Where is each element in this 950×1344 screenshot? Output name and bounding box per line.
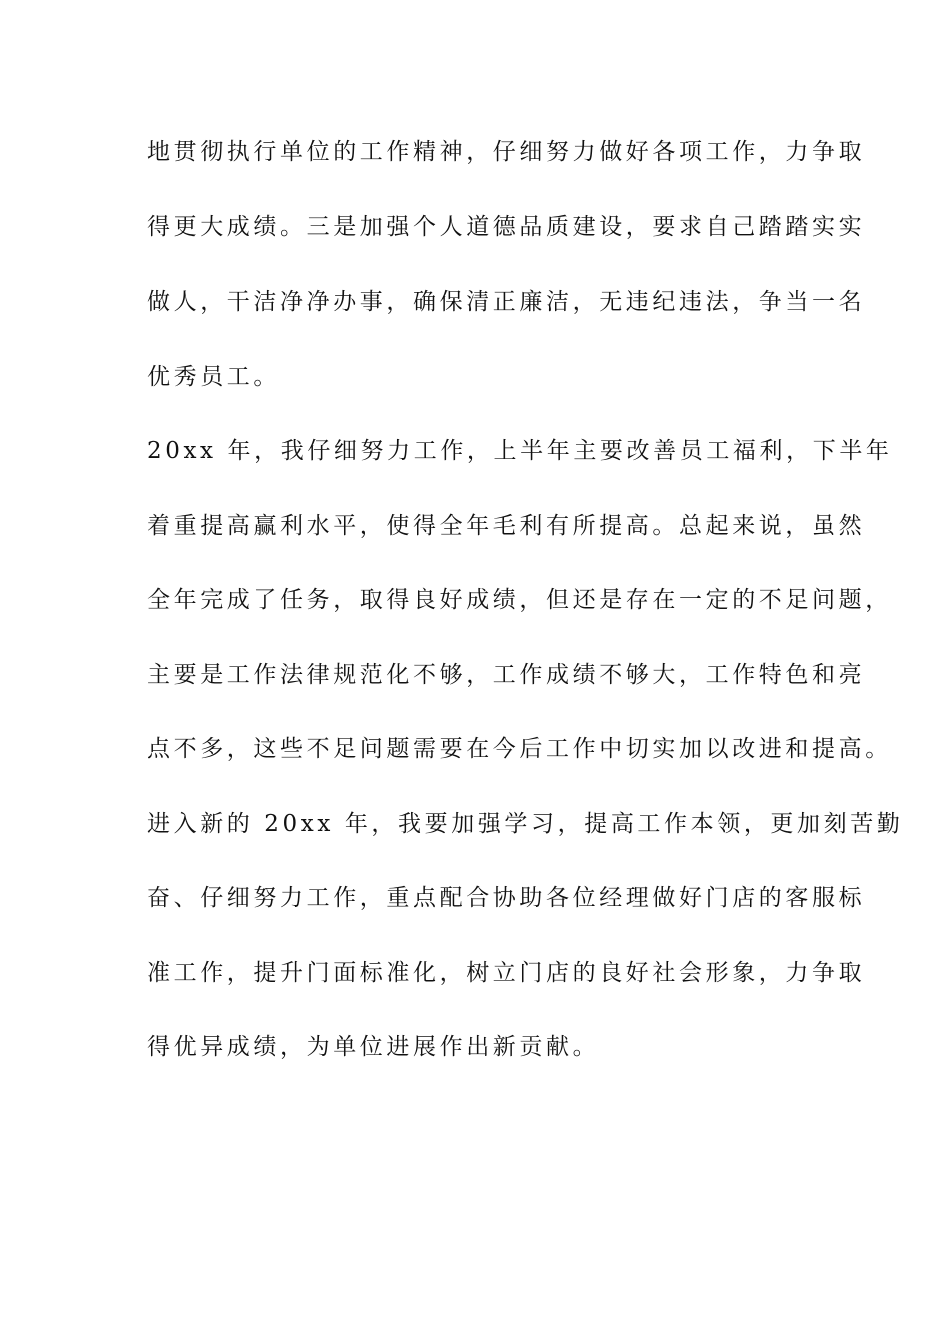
text-line: 得更大成绩。三是加强个人道德品质建设，要求自己踏踏实实 [147,214,866,240]
text-line: 优秀员工。 [147,364,280,390]
text-line: 点不多，这些不足问题需要在今后工作中切实加以改进和提高。 [147,736,892,762]
text-line: 着重提高赢利水平，使得全年毛利有所提高。总起来说，虽然 [147,513,866,539]
text-line: 做人，干洁净净办事，确保清正廉洁，无违纪违法，争当一名 [147,289,866,315]
text-line: 准工作，提升门面标准化，树立门店的良好社会形象，力争取 [147,960,866,986]
text-line: 主要是工作法律规范化不够，工作成绩不够大，工作特色和亮 [147,662,866,688]
text-line: 奋、仔细努力工作，重点配合协助各位经理做好门店的客服标 [147,885,866,911]
text-line: 得优异成绩，为单位进展作出新贡献。 [147,1034,600,1060]
text-line: 全年完成了任务，取得良好成绩，但还是存在一定的不足问题， [147,587,892,613]
text-line: 地贯彻执行单位的工作精神，仔细努力做好各项工作，力争取 [147,139,866,165]
text-line: 进入新的 20xx 年，我要加强学习，提高工作本领，更加刻苦勤 [147,811,904,837]
text-line: 20xx 年，我仔细努力工作，上半年主要改善员工福利，下半年 [147,438,893,464]
